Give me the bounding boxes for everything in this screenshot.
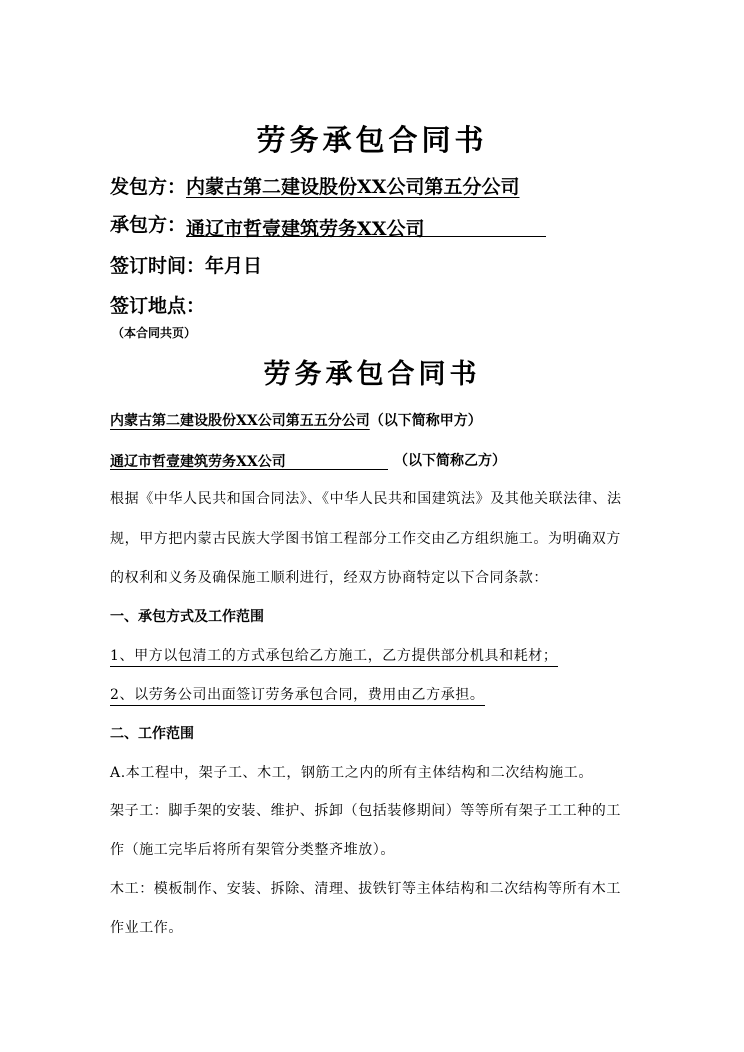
intro-line-2: 规，甲方把内蒙古民族大学图书馆工程部分工作交由乙方组织施工。为明确双方 [110, 531, 621, 547]
intro-line-1: 根据《中华人民共和国合同法》、《中华人民共和国建筑法》及其他关联法律、法 [110, 491, 622, 507]
carpenter-line-2: 作业工作。 [110, 920, 183, 936]
party-a-suffix: （以下简称甲方） [369, 413, 482, 429]
section-1-heading: 一、承包方式及工作范围 [110, 609, 264, 625]
intro-line-3: 的权利和义务及确保施工顺利进行，经双方协商特定以下合同条款： [110, 570, 548, 586]
section-title: 劳务承包合同书 [263, 359, 481, 390]
date-label: 签订时间： [110, 255, 206, 277]
issuer-value: 内蒙古第二建设股份XX公司第五分公司 [186, 176, 520, 198]
section-2-para-a: A.本工程中，架子工、木工，钢筋工之内的所有主体结构和二次结构施工。 [110, 765, 593, 781]
party-a-name: 内蒙古第二建设股份XX公司第五五分公司 [110, 413, 370, 429]
contractor-value: 通辽市哲壹建筑劳务XX公司 [186, 218, 425, 240]
party-b-suffix: （以下简称乙方） [394, 453, 506, 469]
scaffold-line-2: 作（施工完毕后将所有架管分类整齐堆放）。 [110, 842, 395, 858]
page-count-note: （本合同共页） [112, 326, 197, 340]
party-b-row [110, 450, 506, 470]
party-a-row [110, 410, 482, 430]
section-1-item-1-text: 1、甲方以包清工的方式承包给乙方施工，乙方提供部分机具和耗材； [110, 648, 558, 667]
contractor-underline [186, 214, 546, 240]
section-1-item-2 [110, 684, 638, 704]
section-2-heading: 二、工作范围 [110, 726, 194, 742]
place-row [110, 291, 205, 318]
scaffold-line-1: 架子工：脚手架的安装、维护、拆卸（包括装修期间）等等所有架子工工种的工 [110, 803, 621, 819]
contractor-label: 承包方： [110, 214, 187, 236]
date-row [110, 251, 262, 278]
issuer-row [110, 172, 520, 199]
date-value: 年月日 [205, 255, 263, 277]
section-1-item-1 [110, 645, 638, 665]
place-label: 签订地点： [110, 295, 206, 317]
carpenter-line-1: 木工：模板制作、安装、拆除、清理、拔铁钉等主体结构和二次结构等所有木工 [110, 881, 621, 897]
party-b-underline [110, 451, 388, 470]
party-b-name: 通辽市哲壹建筑劳务XX公司 [110, 454, 286, 470]
contractor-row [110, 210, 546, 240]
page-title: 劳务承包合同书 [256, 123, 488, 157]
section-1-item-2-text: 2、以劳务公司出面签订劳务承包合同，费用由乙方承担。 [110, 687, 485, 706]
issuer-label: 发包方： [110, 176, 187, 198]
